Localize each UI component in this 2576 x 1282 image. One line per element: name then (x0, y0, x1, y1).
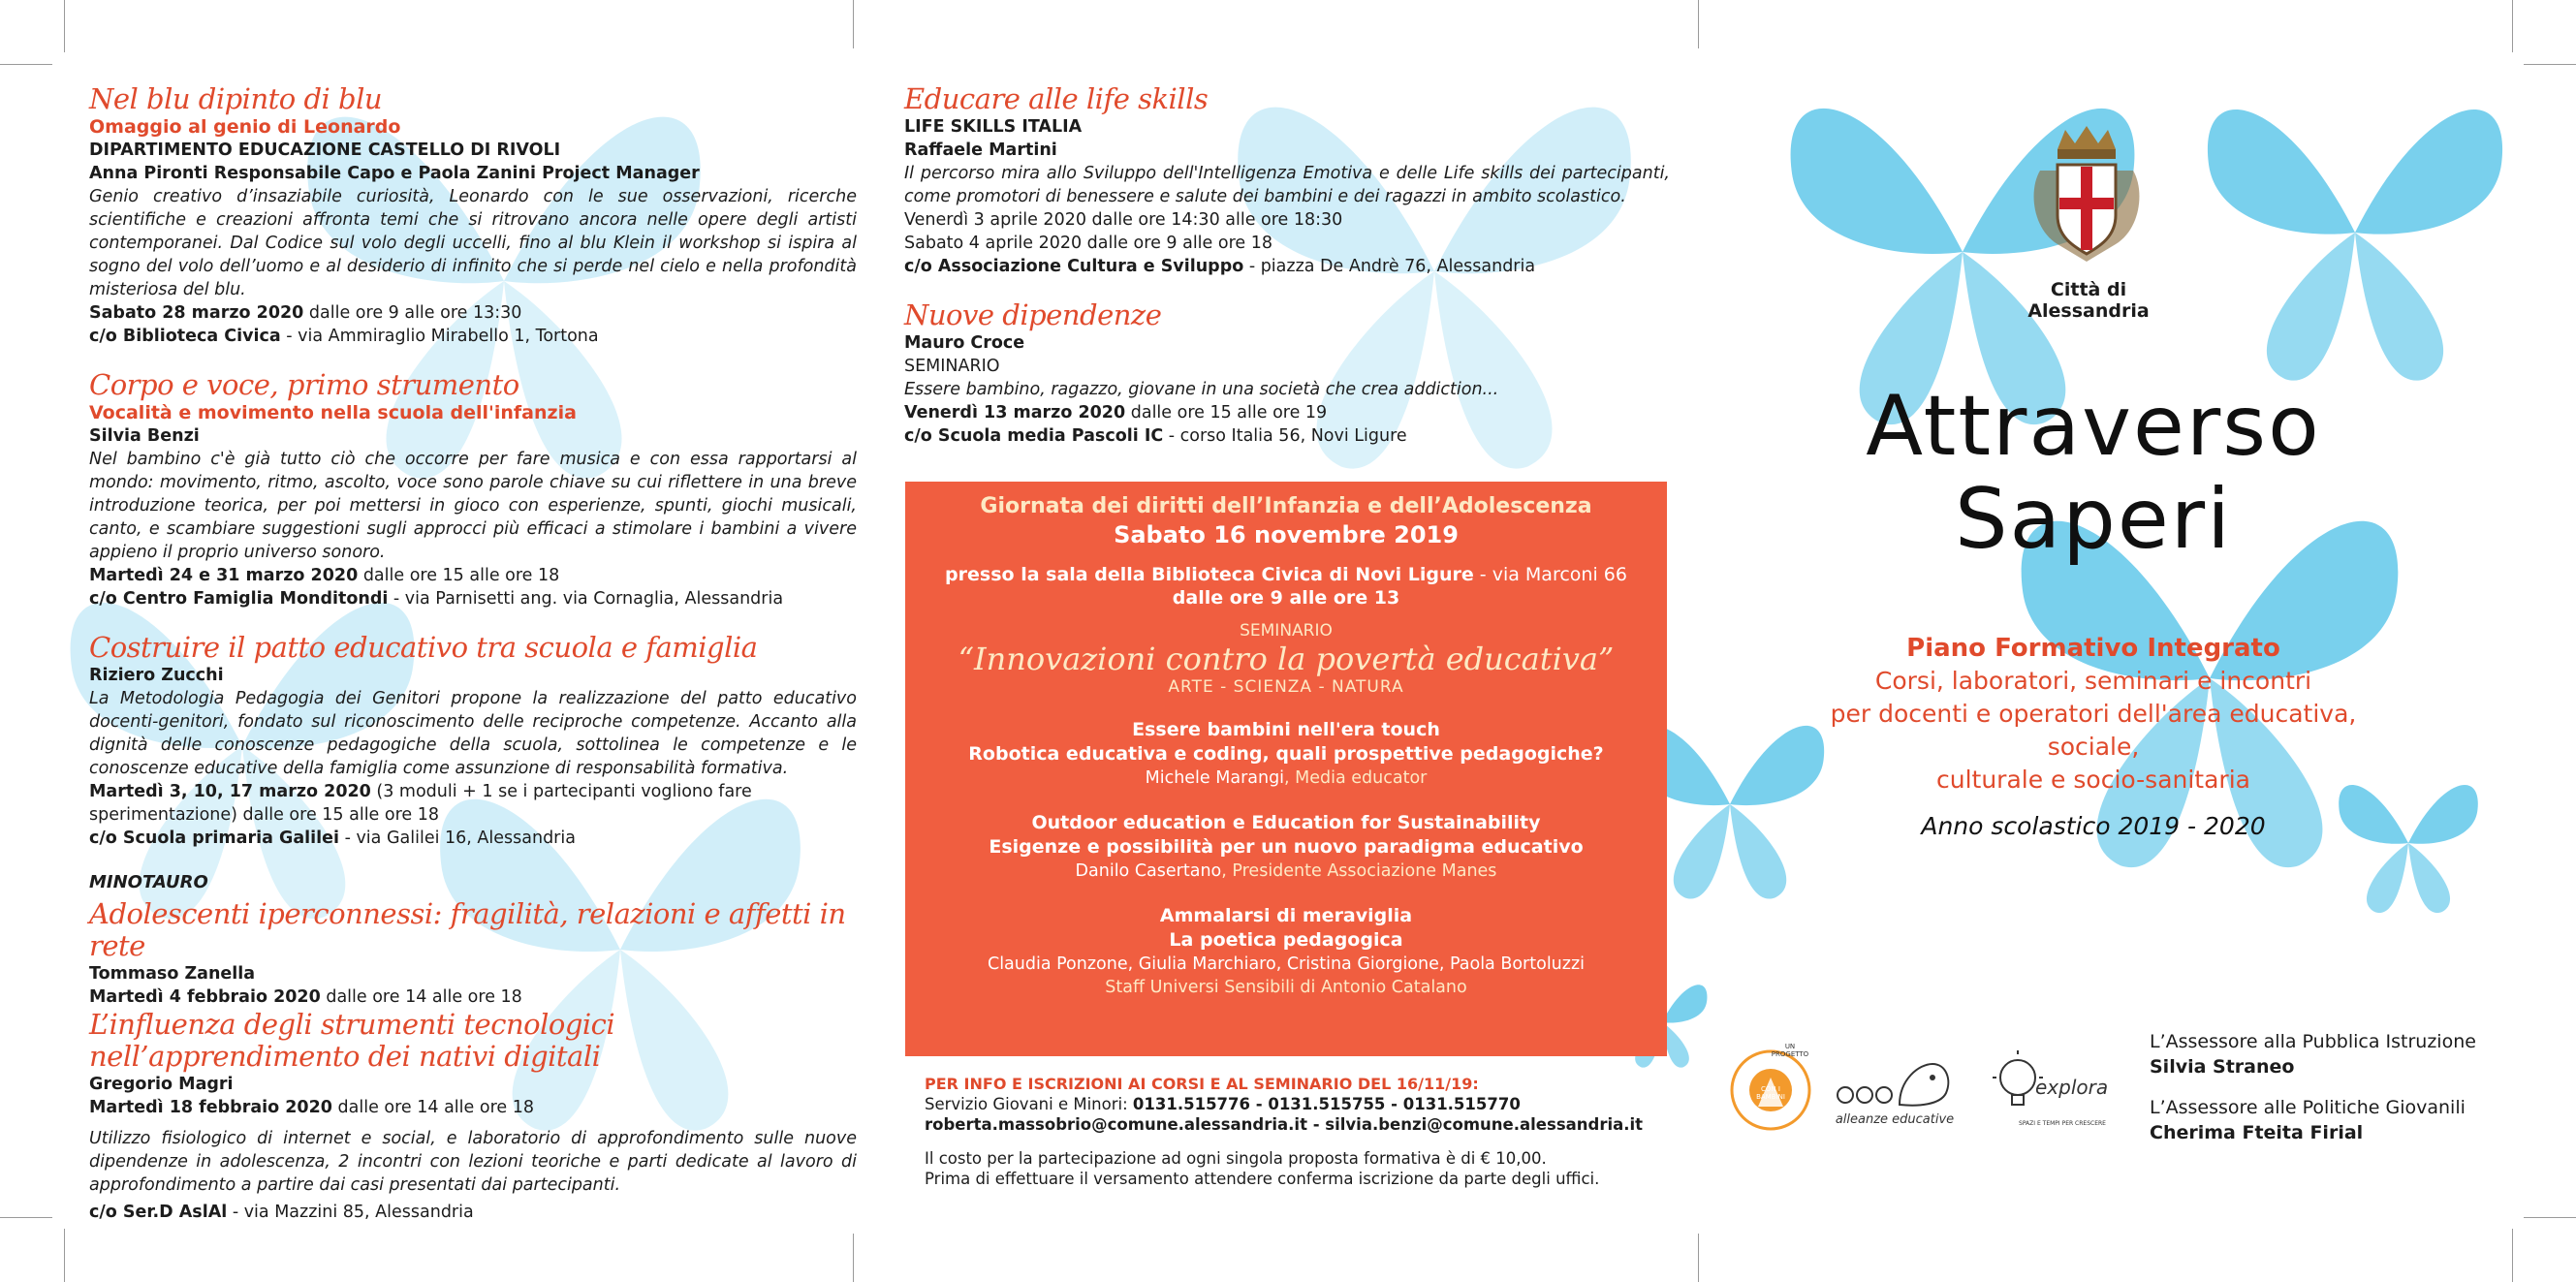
course-adolescenti (89, 898, 857, 1009)
course-type: SEMINARIO (904, 357, 1000, 376)
course-subtitle: Vocalità e movimento nella scuola dell'infanzia (89, 402, 577, 423)
assessor-name: Silvia Straneo (2150, 1056, 2295, 1078)
seminar-talk (905, 718, 1667, 790)
info-cost: Il costo per la partecipazione ad ogni singola proposta formativa è di € 10,00. (925, 1149, 1547, 1168)
course-title: Educare alle life skills (904, 82, 1209, 115)
course-title: Costruire il patto educativo tra scuola e famiglia (89, 631, 758, 664)
info-note: Prima di effettuare il versamento attendere conferma iscrizione da parte degli uffici. (925, 1170, 1600, 1188)
course-subtitle: Omaggio al genio di Leonardo (89, 116, 401, 138)
left-column (89, 83, 857, 1224)
assessor-role: L’Assessore alle Politiche Giovanili (2150, 1097, 2466, 1118)
city-name: Città di Alessandria (2027, 279, 2150, 322)
seminar-place: presso la sala della Biblioteca Civica di Novi Ligure - via Marconi 66 (945, 564, 1627, 585)
course-nativi-digitali (89, 1009, 857, 1224)
crop-mark (2524, 1217, 2576, 1218)
course-speaker: Silvia Benzi (89, 426, 200, 446)
talk-subtitle: La poetica pedagogica (1169, 929, 1403, 951)
course-title: Nel blu dipinto di blu (89, 82, 383, 115)
course-speaker: Gregorio Magri (89, 1075, 234, 1094)
course-speaker: Riziero Zucchi (89, 666, 224, 685)
course-venue: c/o Biblioteca Civica - via Ammiraglio Mirabello 1, Tortona (89, 327, 599, 346)
fold-mark (853, 0, 854, 48)
middle-column (904, 83, 1670, 469)
explora-logo: explora SPAZI E TEMPI PER CRESCERE (1993, 1050, 2109, 1134)
seminar-talk (905, 811, 1667, 883)
fold-mark (1698, 1234, 1699, 1282)
course-patto-educativo (89, 632, 857, 850)
con-i-bambini-logo: UN PROGETTO CON I BAMBINI (1729, 1048, 1812, 1132)
talk-subtitle: Esigenze e possibilità per un nuovo paradigma educativo (989, 836, 1584, 858)
course-speaker: Raffaele Martini (904, 141, 1057, 160)
assessor-name: Cherima Fteita Firial (2150, 1122, 2364, 1143)
assessors (2150, 1029, 2557, 1145)
course-venue: c/o Ser.D AslAl - via Mazzini 85, Alessandria (89, 1203, 474, 1222)
course-organization: DIPARTIMENTO EDUCAZIONE CASTELLO DI RIVOLI (89, 141, 561, 160)
course-venue: c/o Centro Famiglia Monditondi - via Parnisetti ang. via Cornaglia, Alessandria (89, 589, 784, 609)
seminar-date: Sabato 16 novembre 2019 (1114, 521, 1459, 548)
course-description: Il percorso mira allo Sviluppo dell'Intelligenza Emotiva e delle Life skills dei partecipanti, come promotori di benessere e salute dei bambini e dei ragazzi in ambito scolastico. (904, 164, 1670, 206)
course-venue: c/o Scuola media Pascoli IC - corso Italia 56, Novi Ligure (904, 426, 1407, 446)
course-date: Venerdì 3 aprile 2020 dalle ore 14:30 alle ore 18:30 (904, 210, 1343, 230)
talk-subtitle: Robotica educativa e coding, quali prospettive pedagogiche? (968, 743, 1604, 765)
program-heading: Piano Formativo Integrato (1906, 634, 2280, 663)
assessor-role: L’Assessore alla Pubblica Istruzione (2150, 1031, 2476, 1052)
seminar-talk (905, 904, 1667, 999)
crop-mark (64, 1229, 65, 1282)
seminar-box (905, 482, 1667, 1056)
course-title: L’influenza degli strumenti tecnologici nell’apprendimento dei nativi digitali (89, 1008, 615, 1073)
talk-speakers: Claudia Ponzone, Giulia Marchiaro, Cristina Giorgione, Paola Bortoluzzi (987, 954, 1586, 974)
talk-speaker: Michele Marangi, Media educator (1145, 768, 1428, 788)
alleanze-educative-logo: alleanze educative (1832, 1050, 1958, 1134)
course-date: Martedì 3, 10, 17 marzo 2020 (3 moduli + 1 se i partecipanti vogliono fare sperimentazione) dalle ore 15 alle ore 18 (89, 782, 752, 825)
crop-mark (2512, 0, 2513, 52)
crop-mark (2524, 64, 2576, 65)
talk-title: Outdoor education e Education for Sustainability (1031, 812, 1541, 833)
crop-mark (0, 64, 52, 65)
course-venue: c/o Associazione Cultura e Sviluppo - piazza De Andrè 76, Alessandria (904, 257, 1536, 276)
course-title: Corpo e voce, primo strumento (89, 368, 519, 401)
course-title: Adolescenti iperconnessi: fragilità, relazioni e affetti in rete (89, 897, 846, 962)
course-speaker: Tommaso Zanella (89, 964, 256, 984)
fold-mark (853, 1234, 854, 1282)
info-section (925, 1074, 1690, 1189)
course-date: Sabato 28 marzo 2020 dalle ore 9 alle ore 13:30 (89, 303, 522, 323)
school-year: Anno scolastico 2019 - 2020 (1921, 812, 2266, 840)
course-description: Genio creativo d’insaziabile curiosità, Leonardo con le sue osservazioni, ricerche scientifiche e creazioni affronta temi che si ritrovano ancora nelle opere degli artisti contemporanei. Dal Codice sul volo degli uccelli, fino al blu Klein il workshop si ispira al sogno del volo dell’uomo e al desiderio di infinito che si perde nel cielo e nella profondità misteriosa del blu. (89, 187, 857, 299)
program-description: Piano Formativo Integrato Corsi, laboratori, seminari e incontri per docenti e operatori dell'area educativa, sociale, culturale e socio-sanitaria (1783, 632, 2403, 797)
seminar-heading: Giornata dei diritti dell’Infanzia e dell’Adolescenza (980, 494, 1592, 518)
course-date: Martedì 24 e 31 marzo 2020 dalle ore 15 alle ore 18 (89, 566, 560, 585)
crop-mark (0, 1217, 52, 1218)
course-date: Martedì 4 febbraio 2020 dalle ore 14 alle ore 18 (89, 987, 522, 1007)
talk-title: Ammalarsi di meraviglia (1159, 905, 1413, 926)
course-corpo-e-voce (89, 369, 857, 610)
course-nel-blu (89, 83, 857, 348)
crop-mark (64, 0, 65, 52)
course-description: Nel bambino c'è già tutto ciò che occorre per fare musica e con essa rapportarsi al mondo: movimento, ritmo, ascolto, voce sono parole chiave su cui riflettere in una breve introduzione teorica, per poi mettersi in gioco con esperienze, spunti, giochi musicali, canto, e scambiare suggestioni sugli approcci più efficaci a stimolare i bambini a vivere appieno il proprio universo sonoro. (89, 450, 857, 562)
talk-speaker: Danilo Casertano, Presidente Associazione Manes (1075, 861, 1497, 881)
main-title: Attraverso Saperi (1866, 378, 2321, 568)
course-life-skills (904, 83, 1670, 278)
course-description: Utilizzo fisiologico di internet e social, e laboratorio di approfondimento sulle nuove dipendenze in adolescenza, 2 incontri con lezioni teoriche e parti dedicate al lavoro di approfondimento a partire dai casi presentati dai partecipanti. (89, 1129, 857, 1195)
info-heading: PER INFO E ISCRIZIONI AI CORSI E AL SEMINARIO DEL 16/11/19: (925, 1075, 1479, 1093)
course-description: La Metodologia Pedagogia dei Genitori propone la realizzazione del patto educativo docenti-genitori, fondato sul riconoscimento delle reciproche competenze. Accanto alla dignità delle conoscenze pedagogiche della scuola, sottolinea le competenze e le conoscenze educative della famiglia come assunzione di responsabilità formativa. (89, 689, 857, 778)
course-nuove-dipendenze (904, 299, 1670, 448)
minotauro-label: MINOTAURO (89, 872, 208, 892)
crop-mark (2512, 1229, 2513, 1282)
course-venue: c/o Scuola primaria Galilei - via Galilei 16, Alessandria (89, 829, 576, 848)
course-speaker: Mauro Croce (904, 333, 1025, 353)
course-date: Sabato 4 aprile 2020 dalle ore 9 alle ore 18 (904, 234, 1272, 253)
course-title: Nuove dipendenze (904, 298, 1162, 331)
city-crest-logo (2028, 122, 2145, 267)
info-emails[interactable]: roberta.massobrio@comune.alessandria.it - silvia.benzi@comune.alessandria.it (925, 1115, 1644, 1134)
seminar-time: dalle ore 9 alle ore 13 (1172, 587, 1400, 609)
info-phones: Servizio Giovani e Minori: 0131.515776 - 0131.515755 - 0131.515770 (925, 1095, 1521, 1113)
butterfly-illustration (2181, 58, 2529, 407)
talk-staff: Staff Universi Sensibili di Antonio Catalano (1105, 978, 1467, 997)
talk-title: Essere bambini nell'era touch (1132, 719, 1440, 740)
seminar-label: SEMINARIO (1240, 621, 1333, 641)
seminar-subtitle: ARTE - SCIENZA - NATURA (1168, 677, 1404, 697)
course-description: Essere bambino, ragazzo, giovane in una società che crea addiction... (904, 380, 1499, 399)
course-speakers: Anna Pironti Responsabile Capo e Paola Zanini Project Manager (89, 164, 700, 183)
course-date: Venerdì 13 marzo 2020 dalle ore 15 alle ore 19 (904, 403, 1328, 422)
seminar-title: “Innovazioni contro la povertà educativa” (958, 641, 1615, 677)
course-date: Martedì 18 febbraio 2020 dalle ore 14 alle ore 18 (89, 1098, 534, 1117)
course-organization: LIFE SKILLS ITALIA (904, 117, 1083, 137)
